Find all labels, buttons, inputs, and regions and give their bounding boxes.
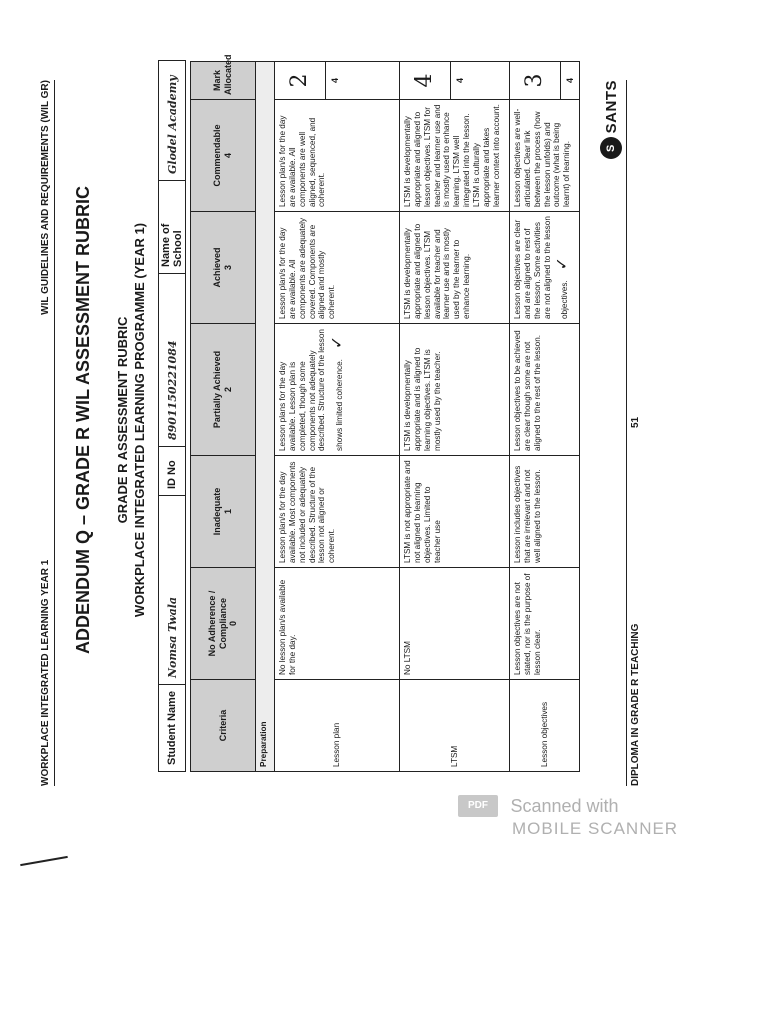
scanner-watermark xyxy=(458,795,678,839)
mark-cell xyxy=(275,62,400,100)
watermark-line-1: Scanned with xyxy=(510,795,619,816)
table-row xyxy=(400,62,510,772)
level-1-header: Inadequate 1 xyxy=(191,456,256,568)
mark-max: 4 xyxy=(565,78,575,84)
level-2-cell: Lesson plans for the day available. Lesson plan is completed, though some components not adequately described. Structure of the lesson shows limited coherence.✓ xyxy=(275,324,400,456)
id-value: 8901150221084 xyxy=(159,273,185,446)
footer-rule xyxy=(626,80,627,786)
tick-mark: ✓ xyxy=(327,335,347,350)
mark-header: Mark Allocated xyxy=(191,62,256,100)
header-rule xyxy=(54,80,55,786)
level-0-cell: No lesson plan/s available for the day. xyxy=(275,568,400,680)
mark-awarded: 2 xyxy=(275,62,326,99)
table-row xyxy=(510,62,580,772)
criteria-header: Criteria xyxy=(191,680,256,772)
level-4-cell: Lesson objectives are well-articulated. Clear link between the process (how the lesson unfolds) and outcome (what is being learnt) of learning. xyxy=(510,100,580,212)
sants-logo-text: SANTS xyxy=(602,80,620,134)
section-row xyxy=(256,62,275,772)
level-1-cell: Lesson plan/s for the day available. Most components not included or adequately described. Structure of the lesson not aligned or coherent. xyxy=(275,456,400,568)
subtitle-programme: WORKPLACE INTEGRATED LEARNING PROGRAMME (YEAR 1) xyxy=(132,222,147,618)
criteria-cell: LTSM xyxy=(400,680,510,772)
section-preparation: Preparation xyxy=(256,62,275,772)
level-3-cell: Lesson plan/s for the day are available. All components are adequately covered. Components are aligned and mostly coherent. xyxy=(275,212,400,324)
level-0-cell: No LTSM xyxy=(400,568,510,680)
level-3-cell: LTSM is developmentally appropriate and aligned to lesson objectives. LTSM available for teacher and learner use and is mostly used by the learner to enhance learning. xyxy=(400,212,510,324)
mark-max: 4 xyxy=(330,78,340,84)
mark-cell xyxy=(510,62,580,100)
header-left: WORKPLACE INTEGRATED LEARNING YEAR 1 xyxy=(40,559,51,786)
id-label: ID No xyxy=(159,446,185,495)
criteria-cell: Lesson plan xyxy=(275,680,400,772)
mark-awarded: 3 xyxy=(510,62,561,99)
pdf-icon: PDF xyxy=(458,795,498,817)
assessment-rubric-table xyxy=(190,54,580,772)
sants-logo-icon: S xyxy=(600,137,622,159)
student-info-bar xyxy=(158,60,186,772)
table-row xyxy=(275,62,400,772)
level-1-cell: Lesson includes objectives that are irrelevant and not well aligned to the lesson. xyxy=(510,456,580,568)
subtitle-rubric: GRADE R ASSESSMENT RUBRIC xyxy=(115,316,130,524)
level-3-cell: Lesson objectives are clear and are aligned to rest of the lesson. Some activities are not aligned to the lesson objectives.✓ xyxy=(510,212,580,324)
student-name-label: Student Name xyxy=(159,684,185,771)
student-name-value: Nomsa Twala xyxy=(159,495,185,684)
criteria-cell: Lesson objectives xyxy=(510,680,580,772)
level-1-cell: LTSM is not appropriate and not aligned to learning objectives. Limited to teacher use xyxy=(400,456,510,568)
mark-awarded: 4 xyxy=(400,62,451,99)
level-0-header: No Adherence / Compliance 0 xyxy=(191,568,256,680)
mark-max: 4 xyxy=(455,78,465,84)
school-value: Glodel Academy xyxy=(165,75,179,174)
watermark-line-2: MOBILE SCANNER xyxy=(512,819,679,838)
header-row xyxy=(191,62,256,772)
level-3-header: Achieved 3 xyxy=(191,212,256,324)
tick-mark: ✓ xyxy=(552,256,572,271)
page-number: 51 xyxy=(630,416,641,428)
level-4-header: Commendable 4 xyxy=(191,100,256,212)
level-0-cell: Lesson objectives are not stated, nor is the purpose of lesson clear. xyxy=(510,568,580,680)
level-2-header: Partially Achieved 2 xyxy=(191,324,256,456)
level-2-cell: Lesson objectives to be achieved are clear though some are not aligned to the rest of the lesson. xyxy=(510,324,580,456)
pen-stroke xyxy=(20,856,68,866)
mark-cell xyxy=(400,62,510,100)
header-right: WIL GUIDELINES AND REQUIREMENTS (WIL GR) xyxy=(40,80,51,315)
level-2-cell: LTSM is developmentally appropriate and is aligned to learning objectives. LTSM is mostly used by the teacher. xyxy=(400,324,510,456)
sants-logo xyxy=(600,80,622,159)
footer-left: DIPLOMA IN GRADE R TEACHING xyxy=(630,623,641,786)
school-label: Name of School xyxy=(159,180,185,273)
rotated-page xyxy=(40,40,640,800)
level-4-cell: LTSM is developmentally appropriate and aligned to lesson objectives. LTSM for teacher and learner use and is mostly used to enhance learning. LTSM well integrated into the lesson. LTSM is culturally appropriate and takes learner context into account. xyxy=(400,100,510,212)
page-title: ADDENDUM Q – GRADE R WIL ASSESSMENT RUBRIC xyxy=(73,185,93,655)
level-4-cell: Lesson plan/s for the day are available. All components are well aligned, sequenced, and coherent. xyxy=(275,100,400,212)
